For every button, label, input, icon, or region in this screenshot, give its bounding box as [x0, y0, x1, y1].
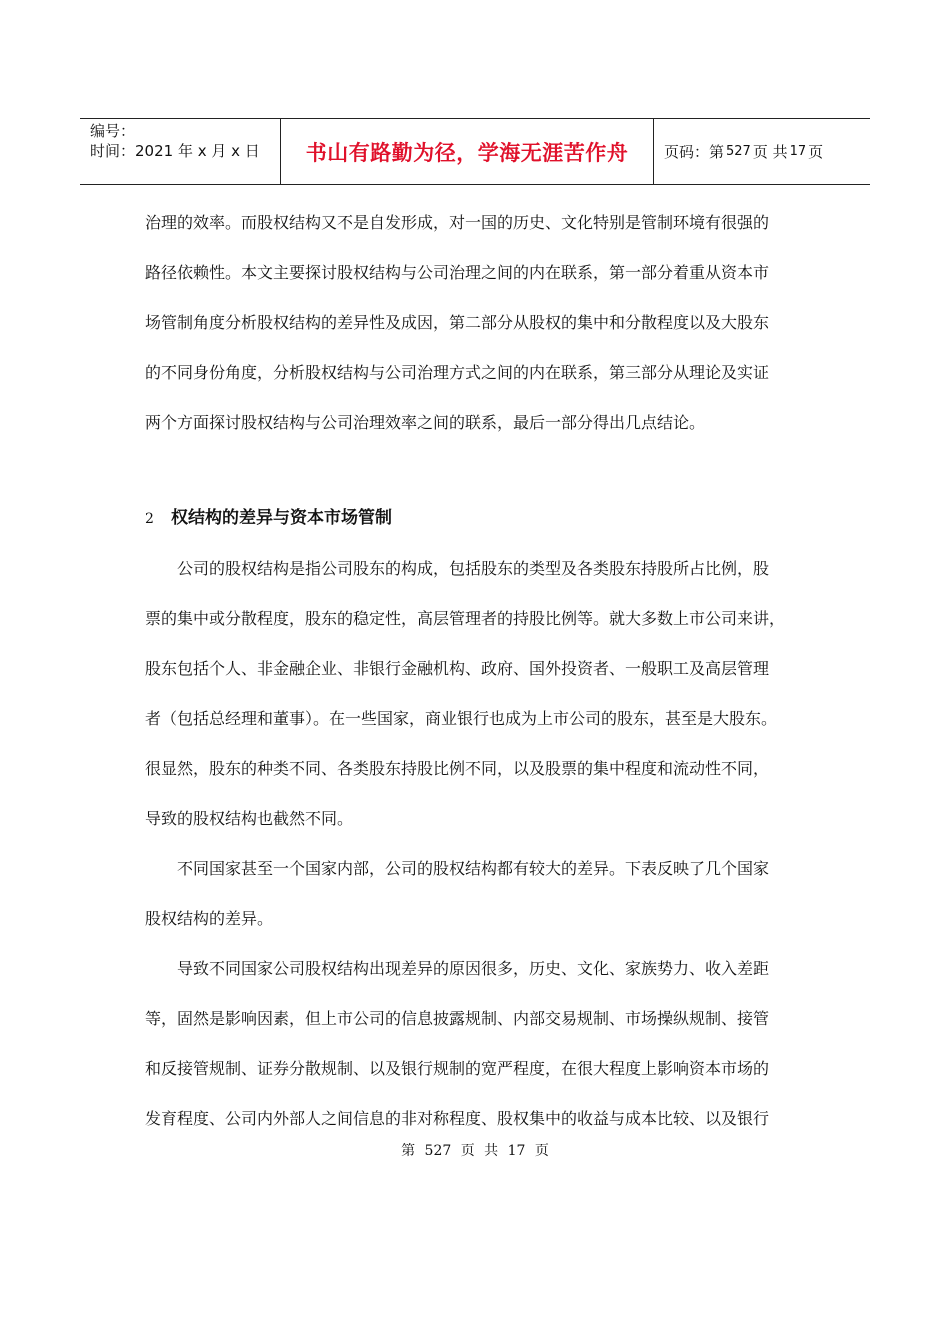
header-motto: 书山有路勤为径，学海无涯苦作舟 — [281, 119, 654, 184]
paragraph-ownership-definition — [145, 544, 825, 844]
text-line: 导致不同国家公司股权结构出现差异的原因很多，历史、文化、家族势力、收入差距 — [177, 959, 770, 978]
text-line: 发育程度、公司内外部人之间信息的非对称程度、股权集中的收益与成本比较、以及银行 — [145, 1109, 770, 1128]
document-body — [145, 198, 825, 1144]
page-total: 17 — [789, 144, 807, 159]
header-meta-cell — [80, 119, 281, 184]
page-prefix: 页码：第 — [664, 143, 725, 161]
text-line: 等，固然是影响因素，但上市公司的信息披露规制、内部交易规制、市场操纵规制、接管 — [145, 1009, 770, 1028]
text-line: 很显然，股东的种类不同、各类股东持股比例不同，以及股票的集中程度和流动性不同， — [145, 759, 770, 778]
text-line: 的不同身份角度，分析股权结构与公司治理方式之间的内在联系，第三部分从理论及实证 — [145, 363, 770, 382]
text-line: 治理的效率。而股权结构又不是自发形成，对一国的历史、文化特别是管制环境有很强的 — [145, 213, 770, 232]
paragraph-country-differences — [145, 844, 825, 944]
text-line: 者（包括总经理和董事）。在一些国家，商业银行也成为上市公司的股东，甚至是大股东。 — [145, 709, 778, 728]
document-number-label: 编号： — [90, 122, 136, 140]
intro-paragraph — [145, 198, 825, 448]
page-current: 527 — [726, 144, 751, 159]
text-line: 不同国家甚至一个国家内部，公司的股权结构都有较大的差异。下表反映了几个国家 — [177, 859, 770, 878]
section-title: 权结构的差异与资本市场管制 — [171, 508, 392, 528]
text-line: 导致的股权结构也截然不同。 — [145, 809, 354, 828]
page-mid: 页 共 — [752, 143, 788, 161]
text-line: 公司的股权结构是指公司股东的构成，包括股东的类型及各类股东持股所占比例，股 — [177, 559, 770, 578]
page-footer: 第 527 页 共 17 页 — [401, 1143, 549, 1159]
text-line: 和反接管规制、证券分散规制、以及银行规制的宽严程度，在很大程度上影响资本市场的 — [145, 1059, 770, 1078]
text-line: 股东包括个人、非金融企业、非银行金融机构、政府、国外投资者、一般职工及高层管理 — [145, 659, 770, 678]
header-page-info — [654, 119, 870, 184]
document-time-label: 时间：2021 年 x 月 x 日 — [90, 142, 260, 160]
text-line: 两个方面探讨股权结构与公司治理效率之间的联系，最后一部分得出几点结论。 — [145, 413, 706, 432]
paragraph-causes — [145, 944, 825, 1144]
document-header — [80, 118, 870, 185]
section-heading — [145, 493, 825, 544]
text-line: 场管制角度分析股权结构的差异性及成因，第二部分从股权的集中和分散程度以及大股东 — [145, 313, 770, 332]
page-suffix: 页 — [808, 143, 824, 161]
text-line: 股权结构的差异。 — [145, 909, 274, 928]
section-number: 2 — [145, 511, 154, 527]
text-line: 路径依赖性。本文主要探讨股权结构与公司治理之间的内在联系，第一部分着重从资本市 — [145, 263, 770, 282]
text-line: 票的集中或分散程度，股东的稳定性，高层管理者的持股比例等。就大多数上市公司来讲， — [145, 609, 786, 628]
